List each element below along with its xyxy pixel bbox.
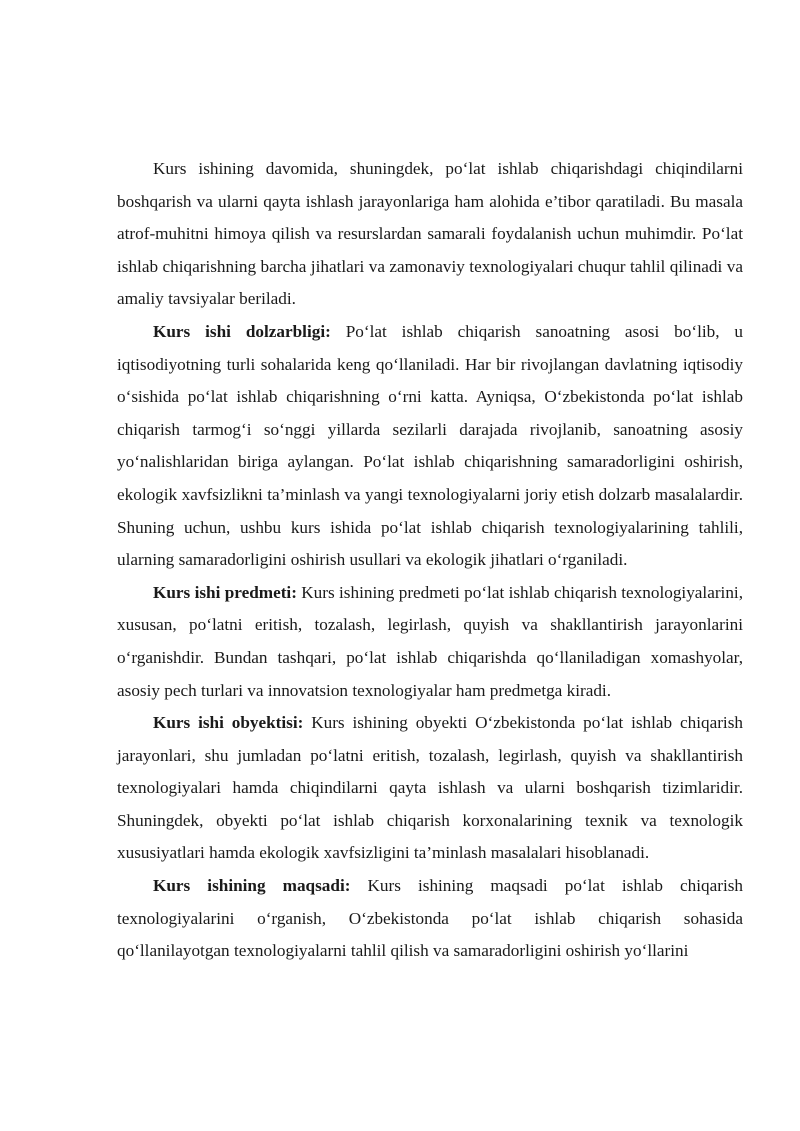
paragraph-heading-dolzarbligi: Kurs ishi dolzarbligi: xyxy=(153,321,331,341)
paragraph-obyektisi xyxy=(117,707,743,870)
paragraph-text: Kurs ishining predmeti po‘lat ishlab chiqarish texnologiyalarini, xususan, po‘latni eritish, tozalash, legirlash, quyish va shakllantirish jarayonlarini o‘rganishdir. Bundan tashqari, po‘lat ishlab chiqarishda qo‘llaniladigan xomashyolar, asosiy pech turlari va innovatsion texnologiyalar ham predmetga kiradi. xyxy=(117,582,743,700)
paragraph-heading-predmeti: Kurs ishi predmeti: xyxy=(153,582,297,602)
paragraph-chiqindilar xyxy=(117,153,743,316)
paragraph-predmeti xyxy=(117,577,743,707)
paragraph-dolzarbligi xyxy=(117,316,743,577)
paragraph-maqsadi xyxy=(117,870,743,968)
paragraph-text: Kurs ishining maqsadi po‘lat ishlab chiqarish texnologiyalarini o‘rganish, O‘zbekistonda po‘lat ishlab chiqarish sohasida qo‘llanilayotgan texnologiyalarni tahlil qilish va samaradorligini oshirish yo‘llarini xyxy=(117,876,744,961)
paragraph-heading-maqsadi: Kurs ishining maqsadi: xyxy=(153,876,351,896)
paragraph-text: Kurs ishining obyekti O‘zbekistonda po‘lat ishlab chiqarish jarayonlari, shu jumladan po‘latni eritish, tozalash, legirlash, quyish va shakllantirish texnologiyalari hamda chiqindilarni qayta ishlash va ularni boshqarish tizimlaridir. Shuningdek, obyekti po‘lat ishlab chiqarish korxonalarining texnik va texnologik xususiyatlari hamda ekologik xavfsizligini ta’minlash masalalari hisoblanadi. xyxy=(117,713,743,863)
document-body xyxy=(117,153,743,968)
paragraph-heading-obyektisi: Kurs ishi obyektisi: xyxy=(153,713,304,733)
paragraph-text: Kurs ishining davomida, shuningdek, po‘lat ishlab chiqarishdagi chiqindilarni boshqarish va ularni qayta ishlash jarayonlariga ham alohida e’tibor qaratiladi. Bu masala atrof-muhitni himoya qilish va resurslardan samarali foydalanish uchun muhimdir. Po‘lat ishlab chiqarishning barcha jihatlari va zamonaviy texnologiyalari chuqur tahlil qilinadi va amaliy tavsiyalar beriladi. xyxy=(117,159,743,309)
paragraph-text: Po‘lat ishlab chiqarish sanoatning asosi bo‘lib, u iqtisodiyotning turli sohalarida keng qo‘llaniladi. Har bir rivojlangan davlatning iqtisodiy o‘sishida po‘lat ishlab chiqarishning o‘rni katta. Ayniqsa, O‘zbekistonda po‘lat ishlab chiqarish tarmog‘i so‘nggi yillarda sezilarli darajada rivojlanib, sanoatning asosiy yo‘nalishlaridan biriga aylangan. Po‘lat ishlab chiqarishning samaradorligini oshirish, ekologik xavfsizlikni ta’minlash va yangi texnologiyalarni joriy etish dolzarb masalalardir. Shuning uchun, ushbu kurs ishida po‘lat ishlab chiqarish texnologiyalarining tahlili, ularning samaradorligini oshirish usullari va ekologik jihatlari o‘rganiladi. xyxy=(117,321,743,570)
